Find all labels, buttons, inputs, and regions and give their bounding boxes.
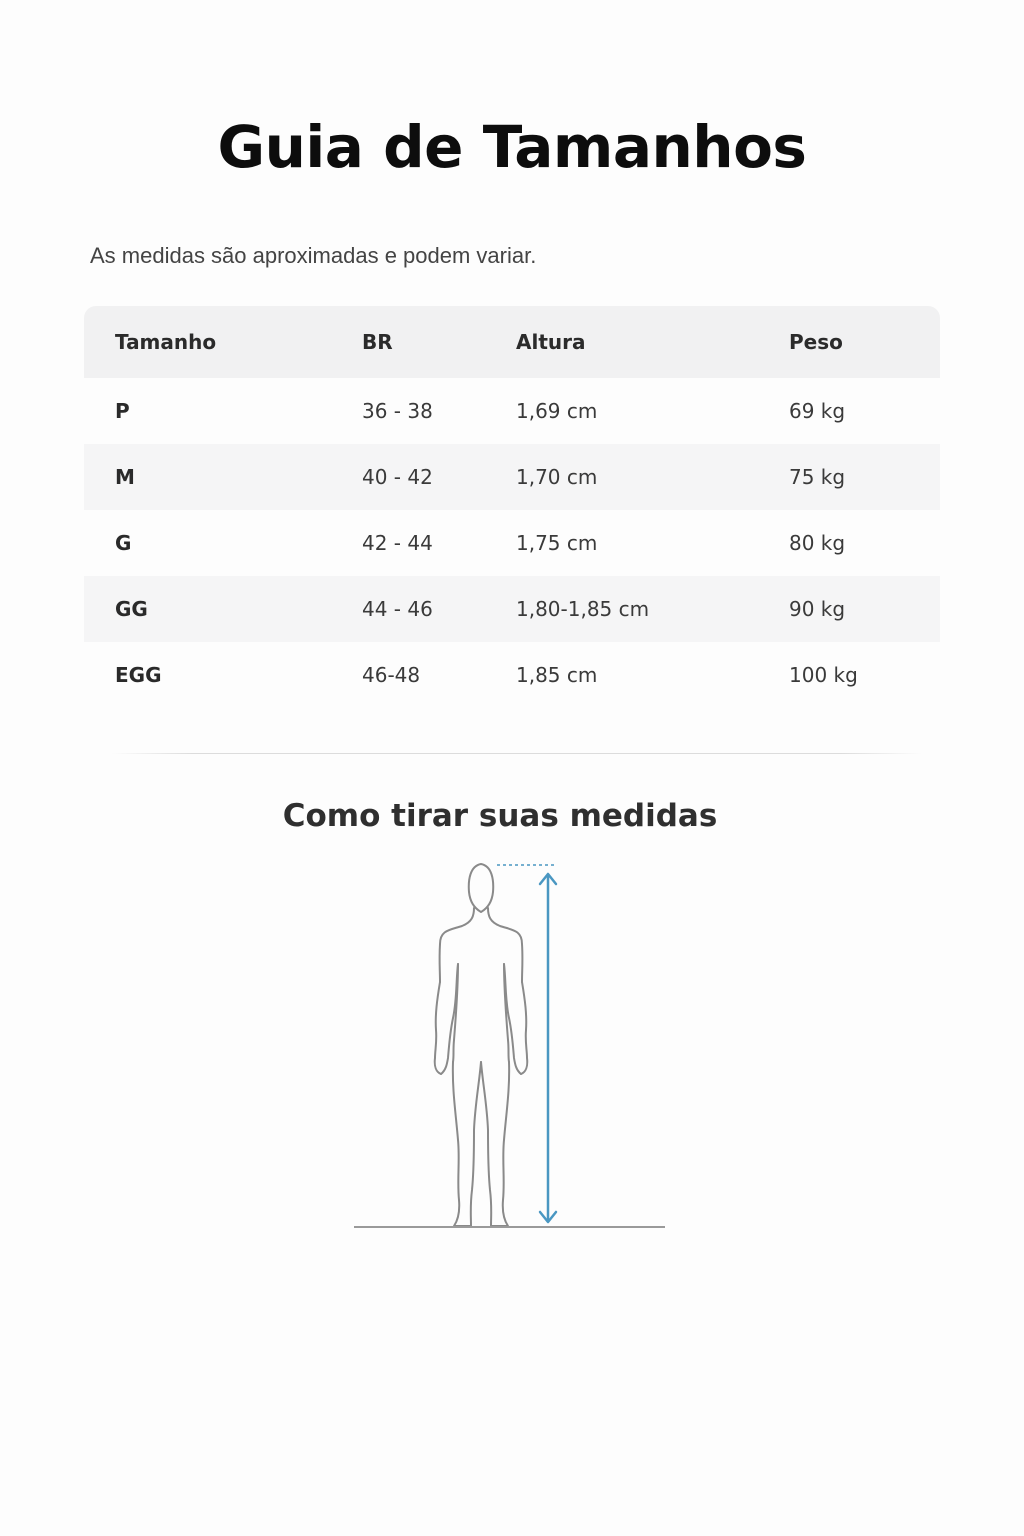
- cell-br: 40 - 42: [362, 465, 433, 489]
- cell-height: 1,75 cm: [516, 531, 598, 555]
- measure-section-title: Como tirar suas medidas: [282, 798, 718, 834]
- table-row: [84, 642, 940, 708]
- cell-height: 1,70 cm: [516, 465, 598, 489]
- cell-height: 1,85 cm: [516, 663, 598, 687]
- cell-weight: 90 kg: [789, 597, 846, 621]
- table-header: [84, 306, 940, 378]
- human-silhouette: [435, 864, 528, 1226]
- header-size: Tamanho: [115, 330, 217, 354]
- cell-br: 44 - 46: [362, 597, 433, 621]
- cell-weight: 75 kg: [789, 465, 846, 489]
- cell-br: 42 - 44: [362, 531, 433, 555]
- cell-height: 1,69 cm: [516, 399, 598, 423]
- page-subtitle: As medidas são aproximadas e podem variar.: [90, 243, 537, 268]
- table-body: [84, 378, 940, 708]
- cell-size: EGG: [115, 663, 162, 687]
- table-row: [84, 576, 940, 642]
- table-row: [84, 444, 940, 510]
- cell-weight: 69 kg: [789, 399, 846, 423]
- header-br: BR: [362, 330, 393, 354]
- cell-size: M: [115, 465, 135, 489]
- size-table: [84, 306, 940, 708]
- cell-height: 1,80-1,85 cm: [516, 597, 650, 621]
- table-header-row: [84, 306, 940, 378]
- cell-br: 36 - 38: [362, 399, 433, 423]
- height-arrow-icon: [540, 874, 556, 1222]
- section-divider: [112, 753, 922, 754]
- cell-size: P: [115, 399, 130, 423]
- table-row: [84, 510, 940, 576]
- page-title: Guia de Tamanhos: [217, 113, 807, 181]
- cell-size: G: [115, 531, 132, 555]
- cell-size: GG: [115, 597, 148, 621]
- table-row: [84, 378, 940, 444]
- cell-weight: 100 kg: [789, 663, 858, 687]
- cell-weight: 80 kg: [789, 531, 846, 555]
- header-weight: Peso: [789, 330, 843, 354]
- human-figure-height-icon: [340, 850, 680, 1240]
- header-height: Altura: [516, 330, 586, 354]
- cell-br: 46-48: [362, 663, 421, 687]
